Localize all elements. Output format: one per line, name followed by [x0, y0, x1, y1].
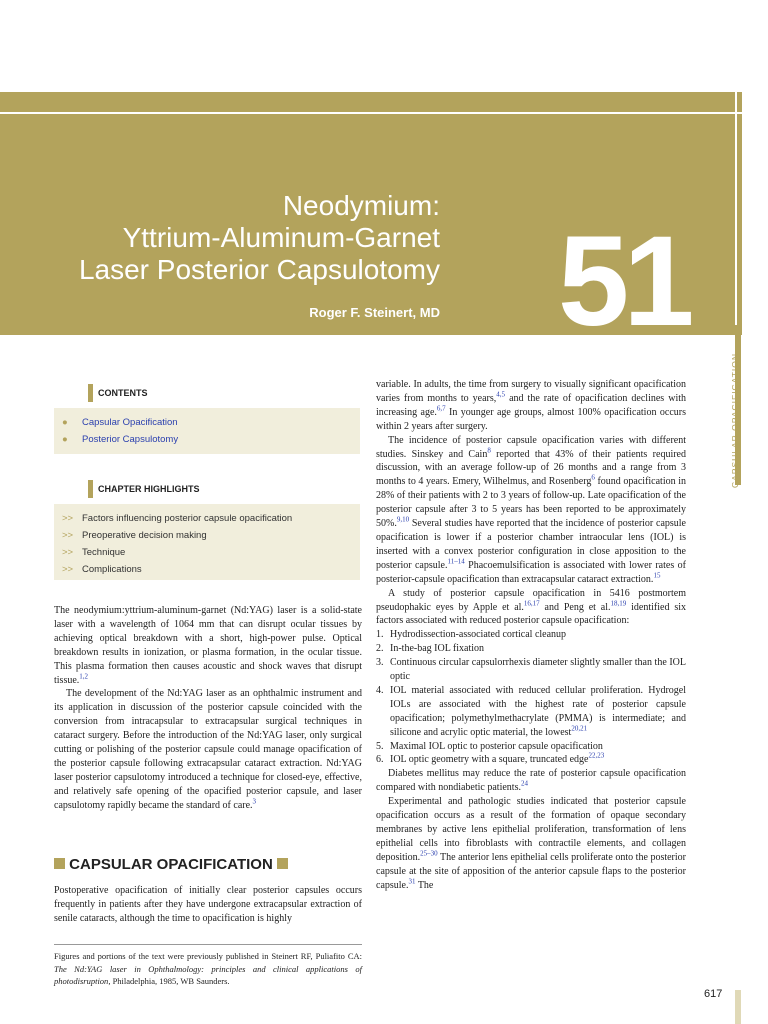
square-icon	[54, 858, 65, 869]
page-tab	[735, 990, 741, 1024]
side-section-label: CAPSULAR OPACIFICATION	[730, 352, 740, 488]
citation[interactable]: 15	[653, 571, 661, 580]
square-icon	[277, 858, 288, 869]
header-bar-icon	[88, 480, 93, 498]
list-text: Maximal IOL optic to posterior capsule opacification	[390, 740, 603, 752]
double-chevron-icon: >>	[62, 513, 74, 524]
list-item	[376, 740, 686, 754]
highlight-item	[54, 527, 360, 544]
citation[interactable]: 25–30	[420, 849, 438, 858]
contents-box	[54, 380, 360, 454]
list-number: 4.	[376, 684, 384, 696]
paragraph-text: The development of the Nd:YAG laser as an ophthalmic instrument and its application in discussion of the posterior capsule coincided with the conversion from intracapsular to extracapsular surgical techniques in cataract surgery. Before the introduction of the Nd:YAG laser, only surgical cutting or polishing of the posterior capsule could manage opacification of the posterior capsule following extracapsular cataract extraction. Nd:YAG laser posterior capsulotomy introduced a technique for closed-eye, effective, and relatively safe opening of the opacified posterior capsule, and laser capsulotomy rapidly became the standard of care.	[54, 688, 362, 811]
double-chevron-icon: >>	[62, 564, 74, 575]
footnote-text: , Philadelphia, 1985, WB Saunders.	[108, 976, 230, 986]
list-number: 5.	[376, 740, 384, 752]
citation[interactable]: 6	[591, 474, 595, 483]
highlight-label: Complications	[82, 564, 142, 575]
citation[interactable]: 9,10	[396, 515, 410, 524]
chapter-title	[20, 190, 440, 286]
footnote-book-title: The Nd:YAG laser in Ophthalmology: principles and clinical applications of photodisruption	[54, 963, 362, 986]
highlights-list	[54, 504, 360, 582]
list-item	[376, 656, 686, 684]
paragraph-text: A study of posterior capsule opacification in 5416 postmortem pseudophakic eyes by Apple et al.	[376, 587, 686, 613]
citation[interactable]: 4,5	[496, 390, 506, 399]
highlights-heading: CHAPTER HIGHLIGHTS	[98, 484, 200, 494]
chapter-author: Roger F. Steinert, MD	[309, 305, 440, 320]
contents-list	[54, 408, 360, 452]
citation[interactable]: 16,17	[523, 599, 540, 608]
paragraph-text: and Peng et al.	[539, 601, 611, 613]
left-column	[54, 604, 362, 813]
paragraph	[376, 434, 686, 587]
citation[interactable]: 3	[252, 797, 257, 806]
citation[interactable]: 8	[487, 446, 491, 455]
paragraph	[54, 604, 362, 687]
highlight-label: Factors influencing posterior capsule opacification	[82, 513, 293, 524]
section-heading	[54, 856, 362, 873]
list-item	[376, 642, 686, 656]
double-chevron-icon: >>	[62, 530, 74, 541]
chapter-number: 51	[558, 210, 689, 353]
list-item	[376, 628, 686, 642]
contents-header	[54, 380, 360, 408]
paragraph-text: The neodymium:yttrium-aluminum-garnet (Nd:YAG) laser is a solid-state laser with a wavelength of 1064 mm that can disrupt ocular tissues by achieving optical breakdown with a short, high-power pulse. Optical breakdown results in ionization, or plasma formation, in the ocular tissue. This plasma formation then causes acoustic and shock waves that disrupt tissue.	[54, 605, 362, 686]
highlight-item	[54, 510, 360, 527]
highlight-label: Preoperative decision making	[82, 530, 207, 541]
list-text: Hydrodissection-associated cortical cleanup	[390, 629, 567, 641]
paragraph-text: The incidence of posterior capsule opacification varies with different studies. Sinskey and Cain	[376, 434, 686, 460]
list-text: In-the-bag IOL fixation	[390, 643, 485, 655]
citation[interactable]: 22,23	[588, 752, 605, 761]
citation[interactable]: 18,19	[610, 599, 627, 608]
list-text: Continuous circular capsulorrhexis diameter slightly smaller than the IOL optic	[390, 657, 686, 683]
citation[interactable]: 11–14	[447, 557, 465, 566]
paragraph	[376, 767, 686, 795]
highlight-label: Technique	[82, 547, 126, 558]
page-number: 617	[704, 988, 723, 1000]
paragraph-text: found opacification in 28% of their patients with 2 to 3 years of follow-up. Late opacification of the posterior capsule after 3 to 5 years has been reported to be approximately 50%.	[376, 476, 686, 530]
paragraph-text: The anterior lens epithelial cells proliferate onto the posterior capsule at the site of apposition of the anterior capsule flaps to the posterior capsule.	[376, 851, 686, 891]
double-chevron-icon: >>	[62, 547, 74, 558]
paragraph-text: variable. In adults, the time from surgery to visually significant opacification varies from months to years,	[376, 379, 686, 404]
footnote	[54, 950, 362, 988]
right-column	[376, 378, 686, 893]
header-rule	[0, 112, 742, 114]
section-heading-text: CAPSULAR OPACIFICATION	[69, 856, 273, 873]
paragraph-text: Several studies have reported that the incidence of posterior capsule opacification is lower if a posterior chamber intraocular lens (IOL) is inserted with a convex posterior configuration in close apposition to the posterior capsule.	[376, 518, 686, 571]
paragraph-text: In younger age groups, almost 100% opacification occurs within 2 years after surgery.	[376, 406, 686, 432]
paragraph-text: and the rate of opacification declines with increasing age.	[376, 392, 687, 418]
paragraph	[376, 378, 686, 434]
factor-list	[376, 628, 686, 767]
paragraph	[54, 687, 362, 812]
contents-item-label[interactable]: Capsular Opacification	[82, 417, 178, 428]
list-number: 1.	[376, 629, 384, 641]
list-number: 3.	[376, 657, 384, 669]
paragraph-text: The	[415, 879, 434, 891]
contents-item[interactable]	[54, 431, 360, 448]
paragraph-text: Diabetes mellitus may reduce the rate of posterior capsule opacification compared with nondiabetic patients.	[376, 768, 686, 794]
list-item	[376, 753, 686, 767]
paragraph	[376, 795, 686, 892]
list-number: 6.	[376, 754, 384, 766]
citation[interactable]: 20,21	[571, 724, 588, 733]
citation[interactable]: 1,2	[79, 672, 89, 681]
paragraph	[376, 587, 686, 629]
list-number: 2.	[376, 643, 384, 655]
contents-heading: CONTENTS	[98, 388, 148, 398]
bullet-icon: ●	[62, 417, 68, 428]
bullet-icon: ●	[62, 434, 68, 445]
citation[interactable]: 6,7	[436, 404, 446, 413]
citation[interactable]: 31	[408, 877, 416, 886]
footnote-text: Figures and portions of the text were previously published in Steinert RF, Puliafito CA:	[54, 951, 362, 961]
list-text: IOL optic geometry with a square, truncated edge	[390, 754, 589, 766]
contents-item-label[interactable]: Posterior Capsulotomy	[82, 434, 179, 445]
header-divider	[735, 92, 737, 335]
paragraph-text: Experimental and pathologic studies indicated that posterior capsule opacification occurs as a result of the formation of opaque secondary membranes by active lens epithelial proliferation, transformation of lens epithelial cells into fibroblasts with contractile elements, and collagen deposition.	[376, 796, 686, 863]
chapter-title-line: Laser Posterior Capsulotomy	[78, 254, 440, 285]
footnote-divider	[54, 944, 362, 945]
list-item	[376, 684, 686, 740]
header-bar-icon	[88, 384, 93, 402]
paragraph-text: Phacoemulsification is associated with lower rates of posterior-capsule opacification than extracapsular cataract extraction.	[376, 559, 686, 585]
paragraph-text: reported that 43% of their patients required discussion, with an average follow-up of 26 months and a range from 3 months to 4 years. Emery, Wilhelmus, and Rosenberg	[376, 448, 686, 488]
highlight-item	[54, 544, 360, 561]
chapter-title-line: Yttrium-Aluminum-Garnet	[122, 222, 440, 253]
chapter-highlights-box	[54, 476, 360, 580]
section-paragraph: Postoperative opacification of initially clear posterior capsules occurs frequently in patients after they have undergone extracapsular extraction of senile cataracts, although the time to opacification is highly	[54, 885, 362, 924]
highlights-header	[54, 476, 360, 504]
chapter-title-line: Neodymium:	[282, 190, 440, 221]
paragraph-text: identified six factors associated with reduced posterior capsule opacification:	[376, 601, 686, 627]
highlight-item	[54, 561, 360, 578]
contents-item[interactable]	[54, 414, 360, 431]
list-text: IOL material associated with reduced cellular proliferation. Hydrogel IOLs are associated with the highest rate of posterior capsule opacification; polymethylmethacrylate (PMMA) is intermediate; and silicone and acrylic optic material, the lowest	[390, 684, 686, 738]
citation[interactable]: 24	[520, 779, 528, 788]
